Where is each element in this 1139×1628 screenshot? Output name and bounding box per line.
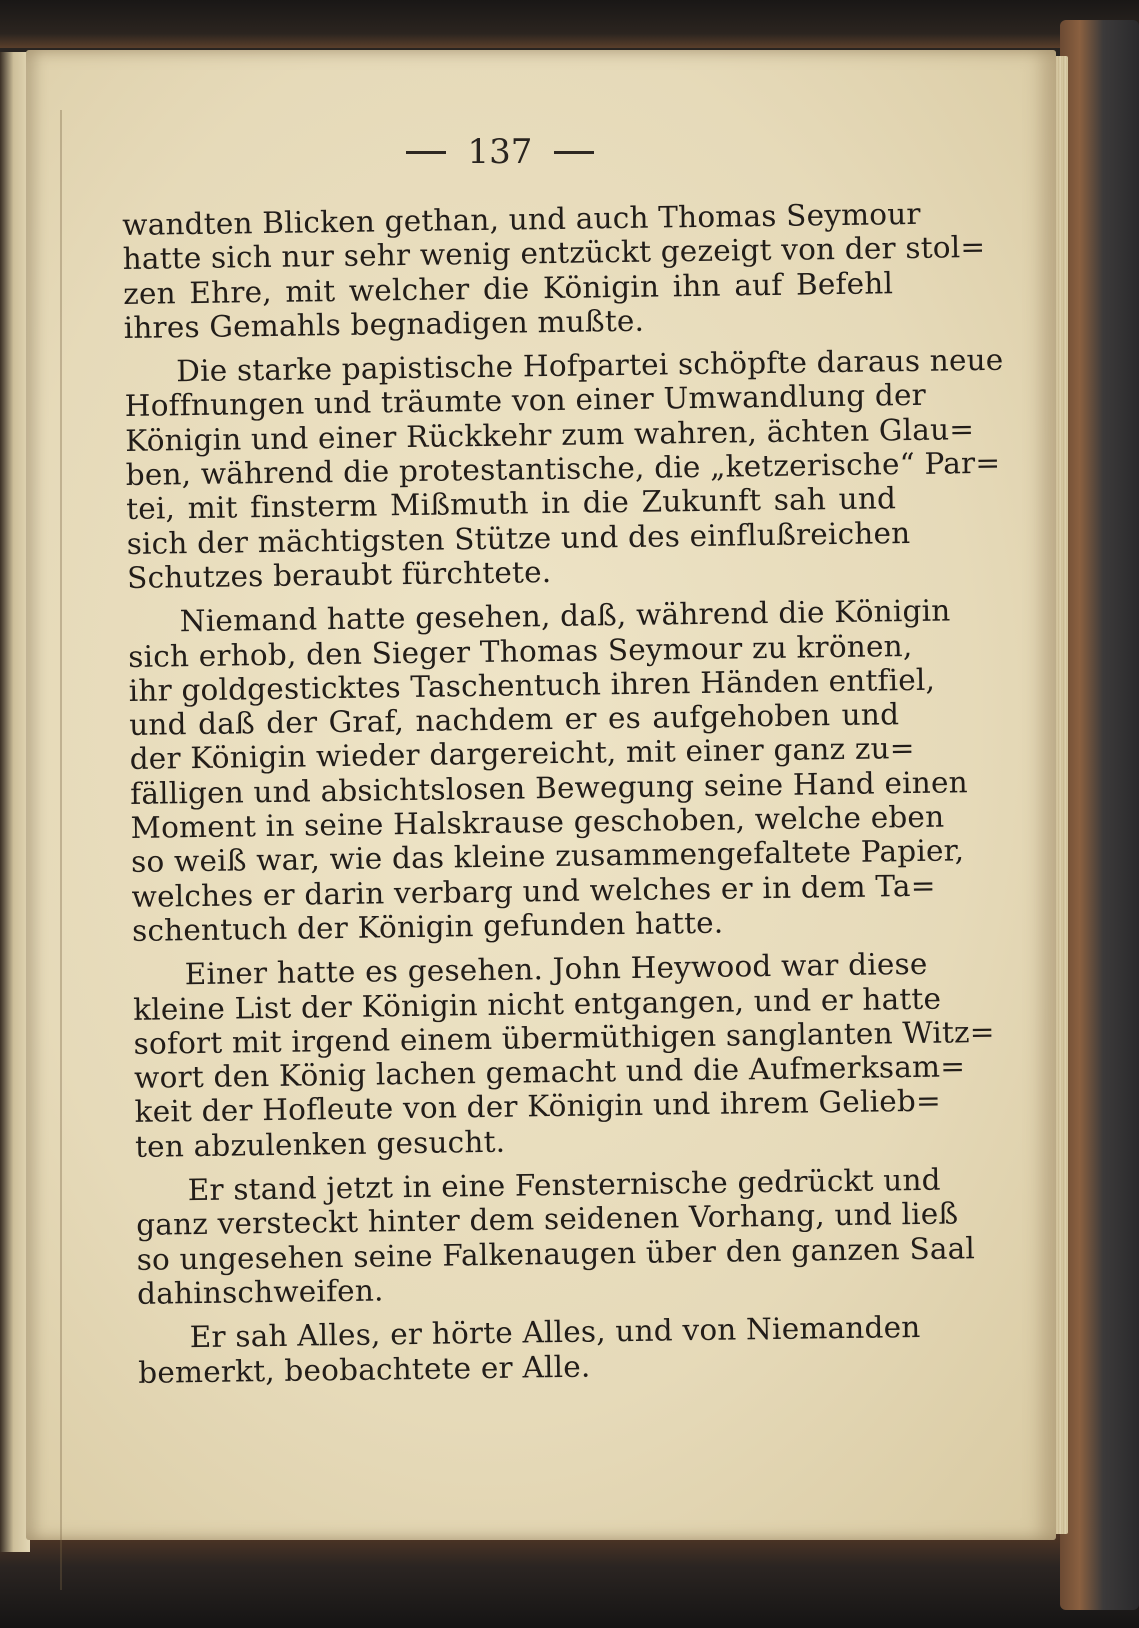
- paragraph: [128, 593, 969, 948]
- page-header: [380, 130, 620, 174]
- paragraph: [124, 342, 1004, 595]
- text-line: Königin und einer Rückkehr zum wahren, ächten Glau=: [125, 411, 975, 458]
- text-line: hatte sich nur sehr wenig entzückt gezeigt von der stol=: [122, 230, 986, 277]
- text-line: kleine List der Königin nicht entgangen, und er hatte: [132, 981, 942, 1027]
- text-line: Hoffnungen und träumte von einer Umwandlung der: [124, 378, 927, 424]
- text-line: Niemand hatte gesehen, daß, während die Königin: [179, 593, 951, 639]
- text-line: keit der Hofleute von der Königin und ihrem Gelieb=: [134, 1084, 942, 1130]
- paragraph: [122, 196, 986, 345]
- text-line: so weiß war, wie das kleine zusammengefaltete Papier,: [130, 833, 965, 880]
- text-line: zen Ehre, mit welcher die Königin ihn auf Befehl: [122, 265, 894, 311]
- book-cover-right-edge: [1060, 20, 1139, 1610]
- book-cover-bottom-edge: [0, 1525, 1139, 1628]
- text-line: sofort mit irgend einem übermüthigen sanglanten Witz=: [133, 1014, 995, 1061]
- text-line: Er sah Alles, er hörte Alles, und von Niemanden: [189, 1310, 921, 1355]
- text-line: ben, während die protestantische, die „ketzerische“ Par=: [125, 445, 1001, 493]
- text-line: ihres Gemahls begnadigen mußte.: [123, 303, 645, 345]
- text-line: Moment in seine Halskrause geschoben, welche eben: [130, 799, 945, 845]
- text-line: sich der mächtigsten Stütze und des einflußreichen: [126, 515, 911, 561]
- text-line: so ungesehen seine Falkenaugen über den ganzen Saal: [136, 1230, 976, 1277]
- text-line: wort den König lachen gemacht und die Aufmerksam=: [133, 1049, 966, 1096]
- text-line: ten abzulenken gesucht.: [134, 1124, 506, 1164]
- text-line: wandten Blicken gethan, und auch Thomas Seymour: [122, 196, 921, 242]
- text-line: bemerkt, beobachtete er Alle.: [138, 1349, 591, 1390]
- page-body-text: [122, 196, 1004, 1399]
- book-cover-top-edge: [0, 0, 1139, 48]
- text-line: ganz versteckt hinter dem seidenen Vorhang, und ließ: [135, 1196, 959, 1243]
- text-line: fälligen und absichtslosen Bewegung seine Hand einen: [129, 764, 969, 811]
- text-line: welches er darin verbarg und welches er in dem Ta=: [131, 868, 936, 914]
- gutter-fold: [60, 110, 62, 1590]
- paragraph: [135, 1162, 976, 1311]
- text-line: Einer hatte es gesehen. John Heywood war diese: [184, 947, 928, 992]
- text-line: der Königin wieder dargereicht, mit einer ganz zu=: [129, 731, 915, 777]
- text-line: tei, mit finsterm Mißmuth in die Zukunft sah und: [125, 481, 897, 527]
- header-dash-left: [406, 151, 446, 154]
- text-line: Schutzes beraubt fürchtete.: [126, 555, 552, 595]
- text-line: Er stand jetzt in eine Fensternische gedrückt und: [187, 1162, 941, 1208]
- text-line: sich erhob, den Sieger Thomas Seymour zu krönen,: [128, 628, 913, 674]
- text-line: dahinschweifen.: [136, 1273, 384, 1311]
- text-line: schentuch der Königin gefunden hatte.: [131, 905, 724, 948]
- paragraph: [138, 1310, 921, 1390]
- paragraph: [132, 947, 995, 1164]
- header-dash-right: [554, 151, 594, 154]
- text-line: Die starke papistische Hofpartei schöpfte daraus neue: [176, 342, 1004, 389]
- text-line: und daß der Graf, nachdem er es aufgehoben und: [128, 697, 900, 743]
- text-line: ihr goldgesticktes Taschentuch ihren Händen entfiel,: [128, 662, 936, 708]
- page-number: 137: [467, 132, 533, 172]
